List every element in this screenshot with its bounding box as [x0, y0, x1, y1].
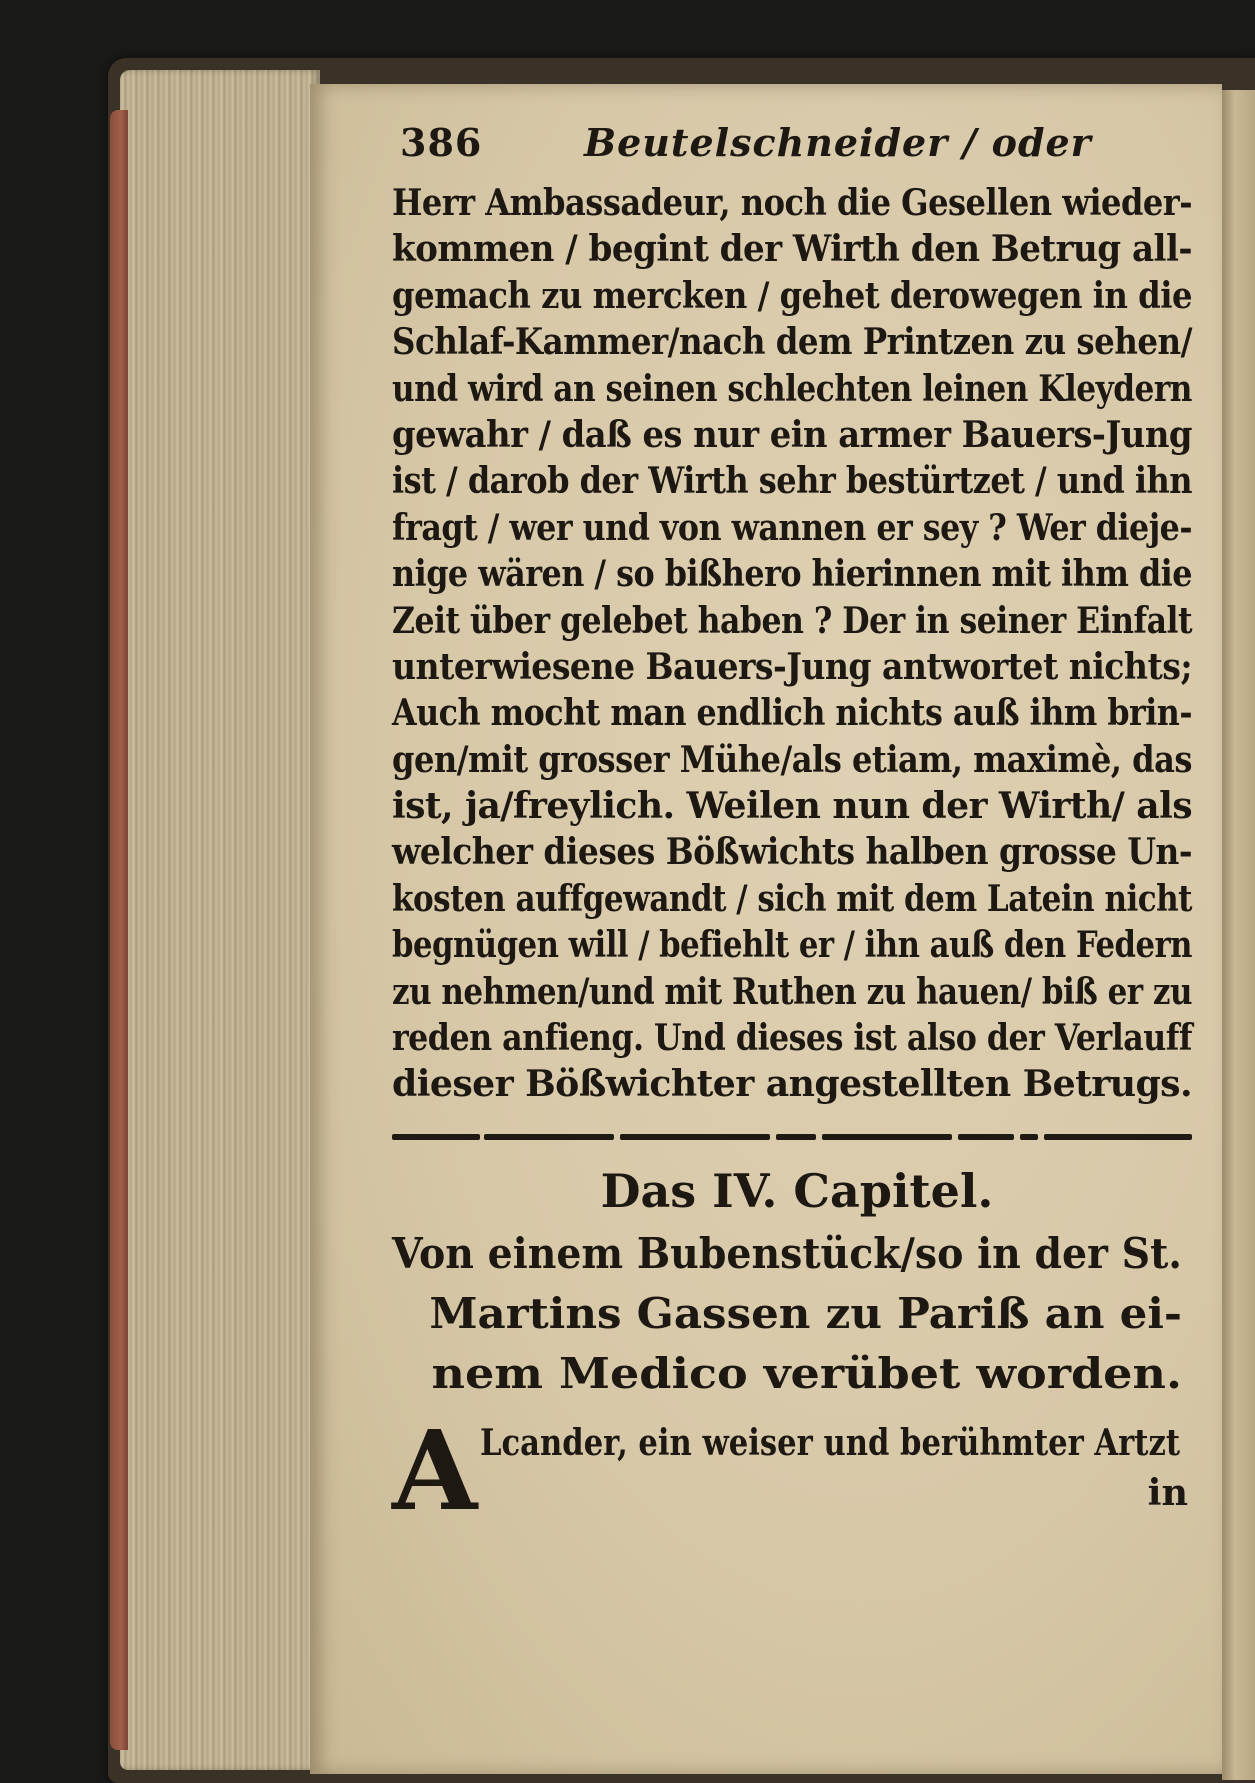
- running-head: [392, 120, 1192, 176]
- text-line: Auch mocht man endlich nichts auß ihm brin-: [392, 691, 1192, 735]
- chapter-opening: [392, 1405, 1192, 1535]
- text-line: ist, ja/freylich. Weilen nun der Wirth/ als: [392, 784, 1192, 828]
- running-head-title: Beutelschneider / oder: [584, 120, 1092, 165]
- section-rule: [392, 1130, 1192, 1142]
- opening-line: Lcander, ein weiser und berühmter Artzt: [480, 1420, 1180, 1464]
- text-line: ist / darob der Wirth sehr bestürtzet / und ihn: [392, 459, 1192, 503]
- page-edges: [120, 70, 320, 1770]
- next-page-edge: [1222, 90, 1255, 1780]
- text-line: welcher dieses Bößwichts halben grosse Un-: [392, 830, 1192, 874]
- text-line: dieser Bößwichter angestellten Betrugs.: [392, 1062, 1192, 1106]
- text-line: gen/mit grosser Mühe/als etiam, maximè, das: [392, 737, 1192, 781]
- text-line: reden anfieng. Und dieses ist also der Verlauff: [392, 1016, 1192, 1060]
- text-line: und wird an seinen schlechten leinen Kleydern: [392, 366, 1192, 410]
- text-line: unterwiesene Bauers-Jung antwortet nichts;: [392, 644, 1192, 688]
- text-line: Schlaf-Kammer/nach dem Printzen zu sehen/: [392, 320, 1192, 364]
- text-line: kosten auffgewandt / sich mit dem Latein nicht: [392, 876, 1192, 920]
- chapter-title: Das IV. Capitel.: [600, 1163, 994, 1218]
- text-line: gewahr / daß es nur ein armer Bauers-Jung: [392, 412, 1192, 456]
- text-line: Zeit über gelebet haben ? Der in seiner Einfalt: [392, 598, 1192, 642]
- text-line: zu nehmen/und mit Ruthen zu hauen/ biß er zu: [392, 969, 1192, 1013]
- chapter-subtitle-line: nem Medico verübet worden.: [431, 1348, 1182, 1398]
- text-line: gemach zu mercken / gehet derowegen in die: [392, 273, 1192, 317]
- text-line: begnügen will / befiehlt er / ihn auß den Federn: [392, 923, 1192, 967]
- chapter-subtitle-line: Martins Gassen zu Pariß an ei-: [429, 1288, 1182, 1338]
- text-line: kommen / begint der Wirth den Betrug all-: [392, 227, 1192, 271]
- catchword: in: [1147, 1470, 1188, 1514]
- text-line: Herr Ambassadeur, noch die Gesellen wieder-: [392, 181, 1192, 224]
- page-text: [392, 120, 1192, 1535]
- text-line: fragt / wer und von wannen er sey ? Wer dieje-: [392, 505, 1192, 549]
- body-text: [392, 180, 1192, 1108]
- page-number: 386: [400, 120, 483, 165]
- text-line: nige wären / so bißhero hierinnen mit ihm die: [392, 552, 1192, 596]
- chapter-subtitle: [392, 1224, 1192, 1404]
- chapter-subtitle-line: Von einem Bubenstück/so in der St.: [392, 1228, 1182, 1278]
- drop-cap: A: [392, 1405, 478, 1535]
